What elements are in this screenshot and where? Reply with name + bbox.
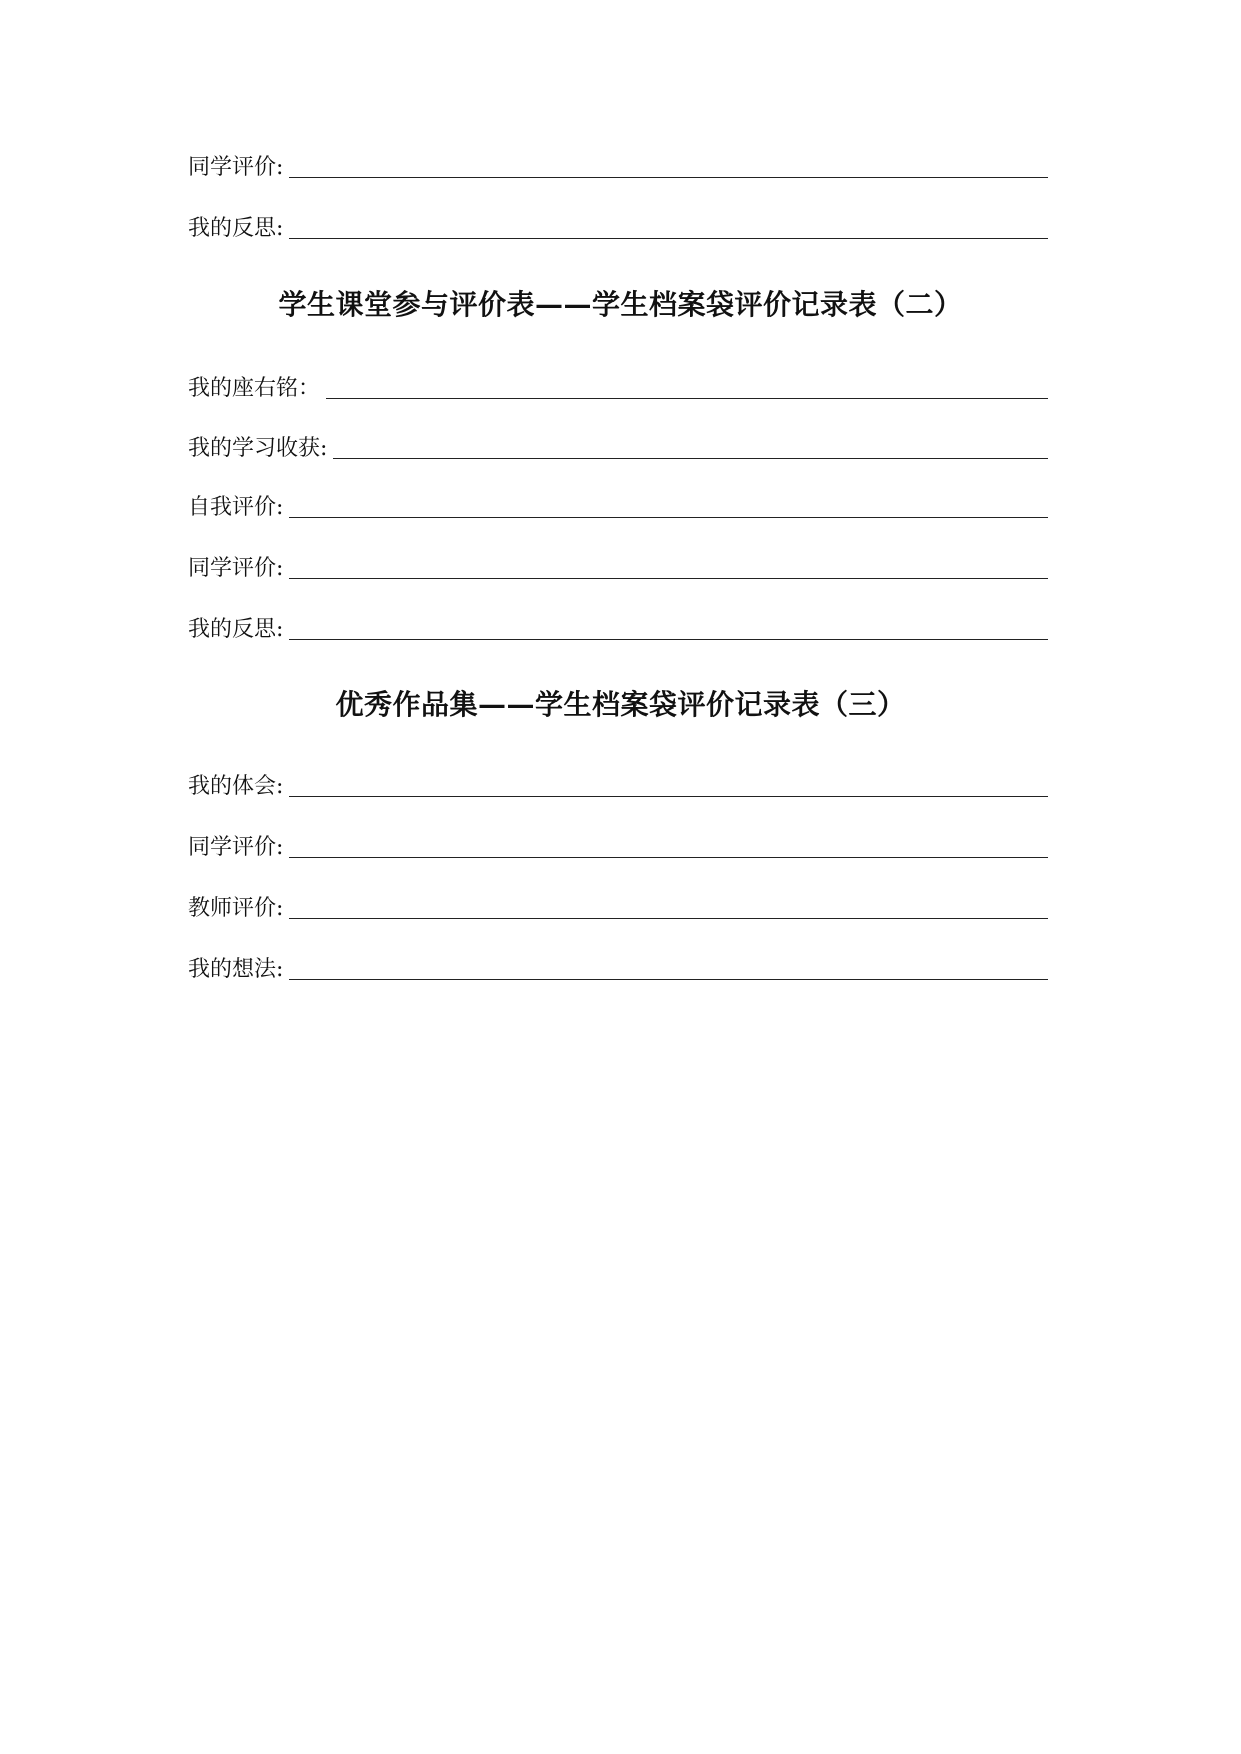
field-peer-review-1 (188, 144, 1048, 184)
field-teacher-review (188, 885, 1048, 925)
blank-line[interactable] (289, 516, 1048, 518)
blank-line[interactable] (326, 397, 1048, 399)
field-label: 同学评价: (188, 835, 284, 860)
blank-line[interactable] (289, 176, 1048, 178)
field-label: 同学评价: (188, 556, 284, 581)
field-self-review (188, 484, 1048, 524)
field-label: 我的体会: (188, 774, 284, 799)
field-label: 我的想法: (188, 957, 284, 982)
section-title-3: 优秀作品集——学生档案袋评价记录表（三） (335, 688, 906, 721)
field-reflection-2 (188, 606, 1048, 646)
field-label: 自我评价: (188, 495, 284, 520)
field-label: 我的反思: (188, 617, 284, 642)
field-experience (188, 763, 1048, 803)
blank-line[interactable] (289, 577, 1048, 579)
field-label: 我的反思: (188, 216, 284, 241)
blank-line[interactable] (289, 795, 1048, 797)
field-label: 我的座右铭： (188, 376, 321, 401)
blank-line[interactable] (289, 917, 1048, 919)
section-title-2: 学生课堂参与评价表——学生档案袋评价记录表（二） (278, 288, 963, 321)
blank-line[interactable] (289, 237, 1048, 239)
blank-line[interactable] (289, 978, 1048, 980)
blank-line[interactable] (289, 856, 1048, 858)
field-label: 我的学习收获: (188, 436, 328, 461)
field-label: 教师评价: (188, 896, 284, 921)
field-peer-review-3 (188, 824, 1048, 864)
field-learning-gains (188, 425, 1048, 465)
field-motto (188, 365, 1048, 405)
field-label: 同学评价: (188, 155, 284, 180)
blank-line[interactable] (289, 638, 1048, 640)
field-reflection-1 (188, 205, 1048, 245)
field-peer-review-2 (188, 545, 1048, 585)
field-thoughts (188, 946, 1048, 986)
blank-line[interactable] (333, 457, 1048, 459)
